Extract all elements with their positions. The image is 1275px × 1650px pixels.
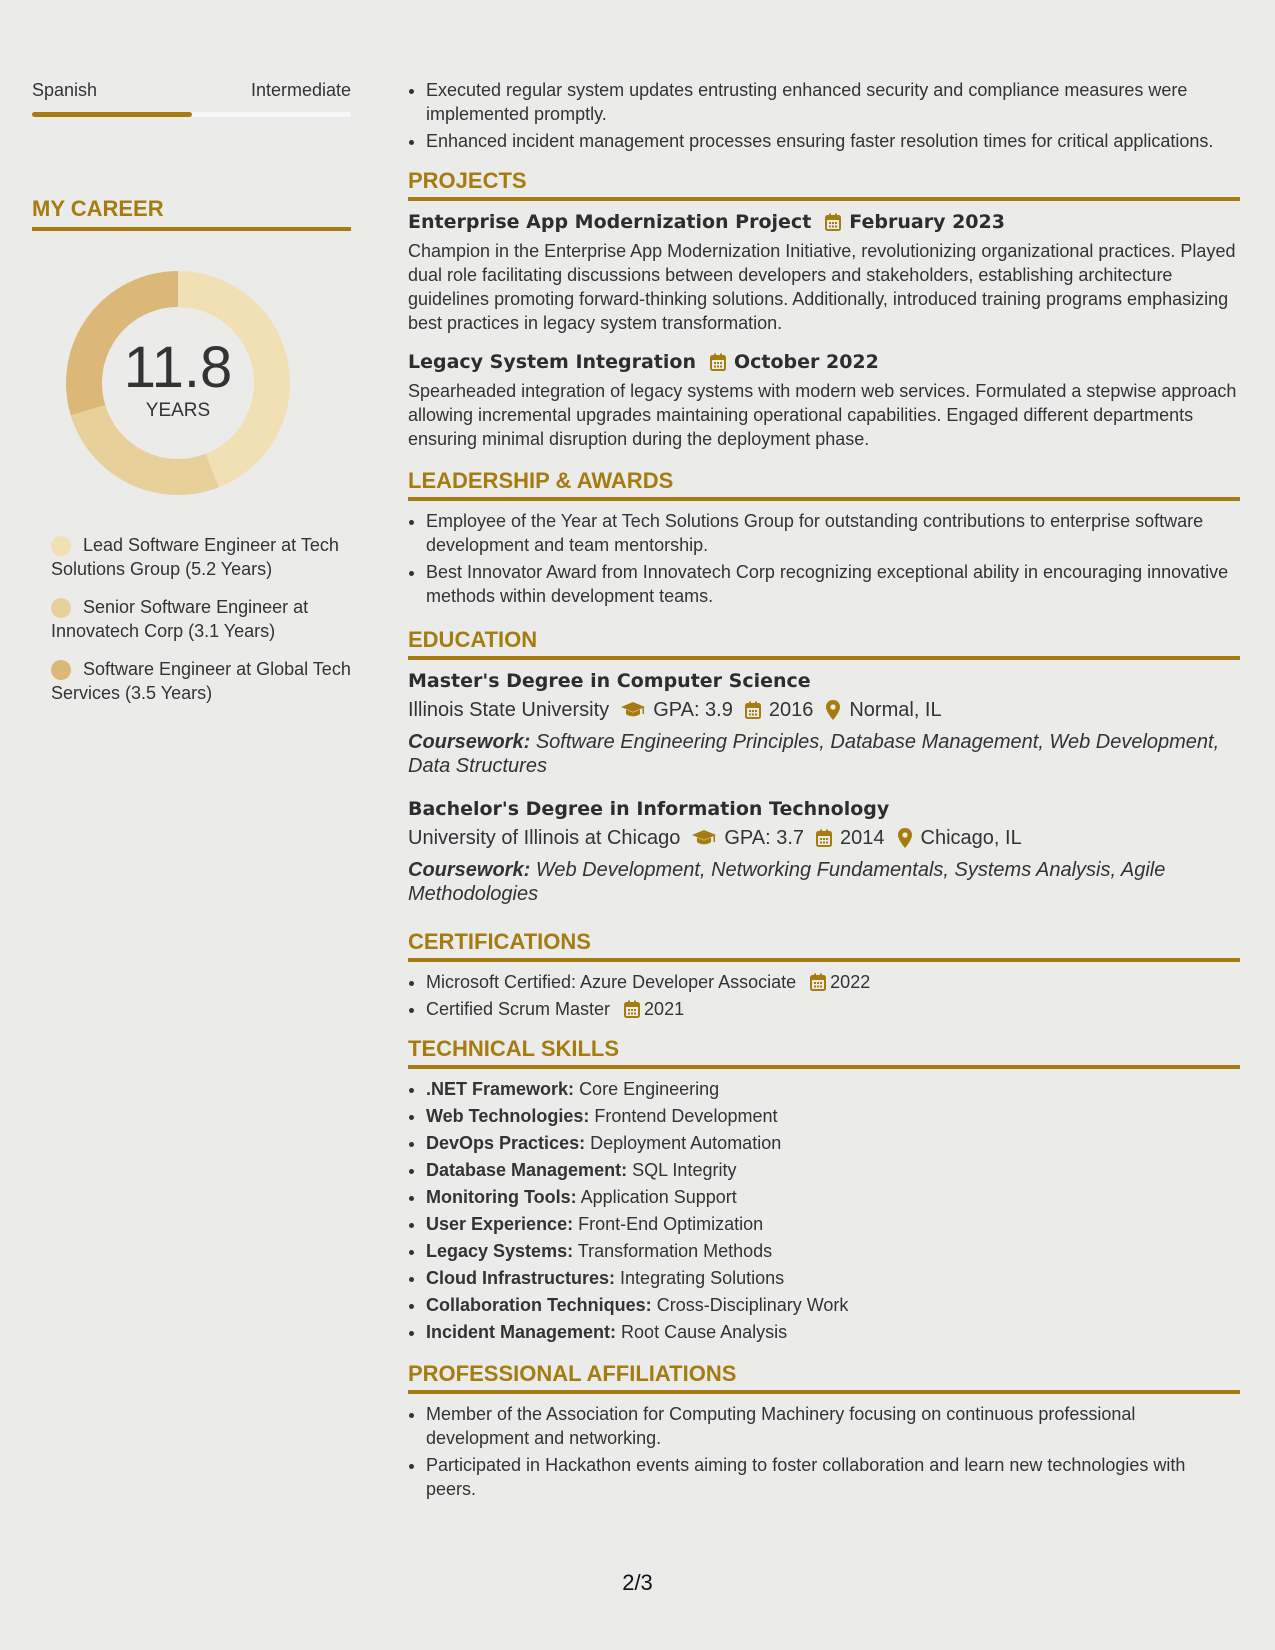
experience-bullet: • Enhanced incident management processes ensuring faster resolution times for critical applications.: [426, 129, 1240, 153]
education-school: University of Illinois at Chicago: [408, 827, 681, 849]
coursework-text: Software Engineering Principles, Database Management, Web Development, Data Structures: [408, 731, 1220, 777]
education-degree: Master's Degree in Computer Science: [408, 670, 811, 692]
certifications-list: [408, 970, 1240, 1021]
career-legend-item: [51, 657, 351, 705]
project-date-text: October 2022: [733, 351, 879, 373]
career-legend-item: [51, 533, 351, 581]
education-year: 2016: [768, 699, 814, 721]
career-total-years: 11.8: [123, 335, 233, 400]
education-item: [408, 668, 1240, 778]
project-date: [823, 209, 1005, 235]
language-progress-bar: [32, 112, 351, 117]
affiliation-item: • Participated in Hackathon events aiming to foster collaboration and learn new technologies with peers.: [426, 1453, 1240, 1501]
calendar-icon: [808, 972, 828, 992]
legend-dot-icon: [51, 536, 71, 556]
project-title: Legacy System Integration: [408, 351, 696, 373]
skill-item: [426, 1320, 1240, 1344]
education-coursework: [408, 730, 1240, 778]
education-degree: Bachelor's Degree in Information Technology: [408, 798, 890, 820]
calendar-icon: [622, 999, 642, 1019]
sidebar: [32, 78, 351, 719]
career-legend-label: Software Engineer at Global Tech Services (3.5 Years): [51, 659, 351, 703]
page-number: 2/3: [622, 1570, 653, 1595]
skill-item: [426, 1239, 1240, 1263]
skill-detail: Deployment Automation: [590, 1133, 782, 1153]
skill-item: [426, 1293, 1240, 1317]
career-heading: MY CAREER: [32, 195, 351, 231]
skill-item: [426, 1131, 1240, 1155]
skill-item: [426, 1077, 1240, 1101]
projects-heading: PROJECTS: [408, 167, 1240, 201]
calendar-icon: [823, 212, 843, 232]
certifications-section: [408, 928, 1240, 1021]
experience-bullet: • Executed regular system updates entrusting enhanced security and compliance measures were implemented promptly.: [426, 78, 1240, 126]
graduation-cap-icon: [690, 828, 718, 848]
project-date-text: February 2023: [849, 211, 1005, 233]
education-coursework: [408, 858, 1240, 906]
skill-detail: Frontend Development: [594, 1106, 778, 1126]
education-location: Normal, IL: [849, 699, 942, 721]
skills-heading: TECHNICAL SKILLS: [408, 1035, 1240, 1069]
projects-list: [408, 209, 1240, 451]
leadership-heading: LEADERSHIP & AWARDS: [408, 467, 1240, 501]
certification-item: [426, 970, 1240, 994]
project-title-row: [408, 349, 1240, 375]
certification-year: 2021: [644, 999, 685, 1019]
certification-name: • Certified Scrum Master: [426, 999, 611, 1019]
career-legend-label: Lead Software Engineer at Tech Solutions Group (5.2 Years): [51, 535, 339, 579]
career-legend-item: [51, 595, 351, 643]
skill-name: DevOps Practices:: [426, 1133, 586, 1153]
skills-list: [408, 1077, 1240, 1344]
coursework-text: Web Development, Networking Fundamentals, Systems Analysis, Agile Methodologies: [408, 859, 1166, 905]
education-gpa: GPA: 3.9: [653, 699, 733, 721]
graduation-cap-icon: [619, 700, 647, 720]
education-heading: EDUCATION: [408, 626, 1240, 660]
skill-detail: Core Engineering: [579, 1079, 720, 1099]
project-title-row: [408, 209, 1240, 235]
legend-dot-icon: [51, 660, 71, 680]
skill-name: Collaboration Techniques:: [426, 1295, 652, 1315]
education-section: [408, 626, 1240, 906]
calendar-icon: [743, 700, 763, 720]
career-legend-label: Senior Software Engineer at Innovatech Corp (3.1 Years): [51, 597, 309, 641]
skill-name: Monitoring Tools:: [426, 1187, 577, 1207]
affiliations-heading: PROFESSIONAL AFFILIATIONS: [408, 1360, 1240, 1394]
certifications-heading: CERTIFICATIONS: [408, 928, 1240, 962]
leadership-item: • Employee of the Year at Tech Solutions Group for outstanding contributions to enterprise software development and team mentorship.: [426, 509, 1240, 557]
skill-name: User Experience:: [426, 1214, 574, 1234]
skills-section: [408, 1035, 1240, 1344]
skill-name: Database Management:: [426, 1160, 628, 1180]
skill-name: .NET Framework:: [426, 1079, 575, 1099]
skill-detail: Cross-Disciplinary Work: [656, 1295, 849, 1315]
skill-item: [426, 1185, 1240, 1209]
skill-name: Web Technologies:: [426, 1106, 590, 1126]
education-item: [408, 796, 1240, 906]
project-date: [708, 349, 879, 375]
certification-row: [426, 997, 684, 1021]
language-row: [32, 78, 351, 102]
certification-date: [622, 997, 684, 1021]
certification-item: [426, 997, 1240, 1021]
language-progress-fill: [32, 112, 192, 117]
education-location: Chicago, IL: [920, 827, 1022, 849]
skill-item: [426, 1158, 1240, 1182]
career-total-unit: YEARS: [145, 400, 211, 421]
certification-date: [808, 970, 870, 994]
projects-section: [408, 167, 1240, 451]
education-gpa: GPA: 3.7: [724, 827, 805, 849]
leadership-item: • Best Innovator Award from Innovatech Corp recognizing exceptional ability in encouraging innovative methods within development teams.: [426, 560, 1240, 608]
project-description: Champion in the Enterprise App Modernization Initiative, revolutionizing organizational practices. Played dual role facilitating discussions between developers and stakeholders, establishing architecture guidelines promoting forward-thinking solutions. Additionally, introduced training programs emphasizing best practices in legacy system transformation.: [408, 241, 1236, 333]
education-list: [408, 668, 1240, 906]
certification-row: [426, 970, 870, 994]
certification-year: 2022: [830, 972, 871, 992]
leadership-section: [408, 467, 1240, 608]
calendar-icon: [708, 352, 728, 372]
affiliations-list: [408, 1402, 1240, 1501]
project-item: [408, 349, 1240, 451]
coursework-label: Coursework:: [408, 859, 531, 881]
project-description: Spearheaded integration of legacy systems with modern web services. Formulated a stepwise approach allowing incremental upgrades maintaining operational capabilities. Engaged different departments ensuring minimal disruption during the deployment phase.: [408, 381, 1237, 449]
skill-name: Legacy Systems:: [426, 1241, 574, 1261]
project-item: [408, 209, 1240, 335]
skill-detail: Front-End Optimization: [578, 1214, 764, 1234]
experience-bullets: [408, 78, 1240, 153]
coursework-label: Coursework:: [408, 731, 531, 753]
skill-detail: Transformation Methods: [577, 1241, 773, 1261]
main-content: [408, 78, 1240, 1504]
education-school: Illinois State University: [408, 699, 610, 721]
education-year: 2014: [840, 827, 885, 849]
location-pin-icon: [895, 828, 915, 848]
certification-name: • Microsoft Certified: Azure Developer Associate: [426, 972, 797, 992]
skill-name: Incident Management:: [426, 1322, 617, 1342]
education-meta: [408, 696, 1240, 724]
location-pin-icon: [823, 700, 843, 720]
donut-center: [66, 271, 290, 495]
project-title: Enterprise App Modernization Project: [408, 211, 812, 233]
skill-item: [426, 1266, 1240, 1290]
skill-item: [426, 1212, 1240, 1236]
language-level: Intermediate: [250, 80, 351, 100]
legend-dot-icon: [51, 598, 71, 618]
education-meta: [408, 824, 1240, 852]
skill-name: Cloud Infrastructures:: [426, 1268, 616, 1288]
career-donut-chart: [66, 271, 290, 495]
skill-detail: Application Support: [580, 1187, 737, 1207]
affiliations-section: [408, 1360, 1240, 1501]
skill-detail: Integrating Solutions: [620, 1268, 785, 1288]
language-name: Spanish: [32, 80, 98, 100]
calendar-icon: [814, 828, 834, 848]
career-legend: [32, 533, 351, 705]
skill-detail: Root Cause Analysis: [621, 1322, 788, 1342]
leadership-list: [408, 509, 1240, 608]
skill-detail: SQL Integrity: [632, 1160, 737, 1180]
skill-item: [426, 1104, 1240, 1128]
affiliation-item: • Member of the Association for Computing Machinery focusing on continuous professional development and networking.: [426, 1402, 1240, 1450]
